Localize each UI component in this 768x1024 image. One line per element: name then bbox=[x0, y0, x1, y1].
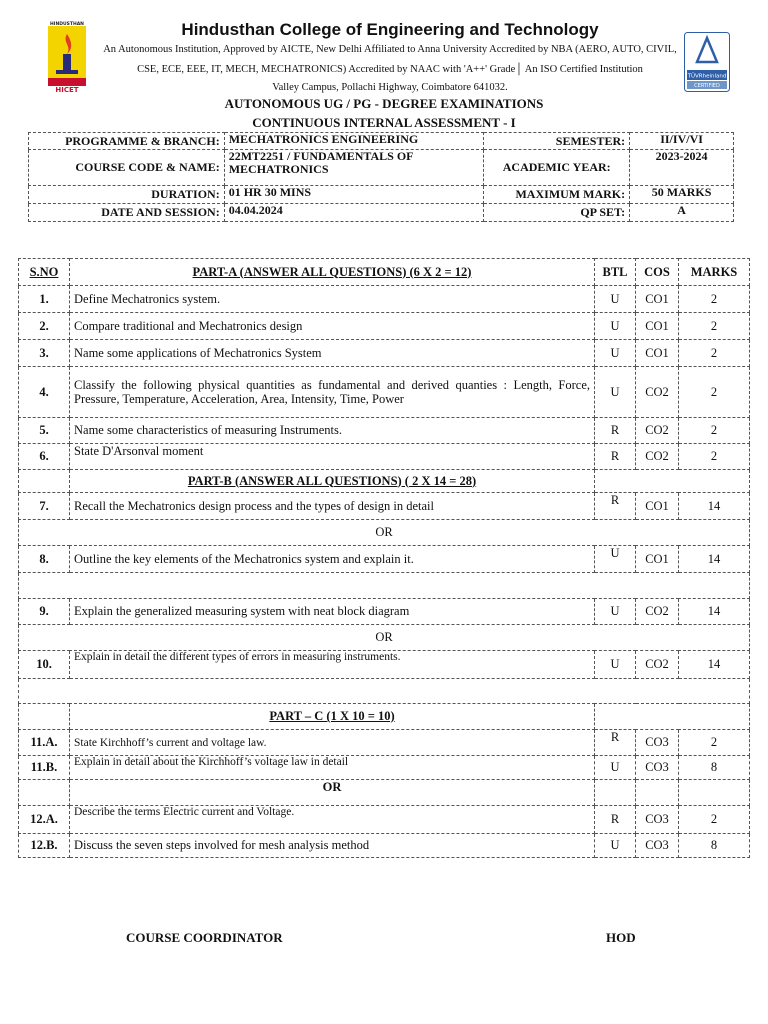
qp-set-label: QP SET: bbox=[484, 204, 630, 222]
programme-label: PROGRAMME & BRANCH: bbox=[29, 133, 225, 150]
svg-text:TÜVRheinland: TÜVRheinland bbox=[687, 73, 727, 80]
part-b-heading: PART-B (ANSWER ALL QUESTIONS) ( 2 X 14 = 28) bbox=[70, 470, 595, 493]
table-row: 9. Explain the generalized measuring system with neat block diagram U CO2 14 bbox=[19, 599, 750, 625]
semester-label: SEMESTER: bbox=[484, 133, 630, 150]
course-label: COURSE CODE & NAME: bbox=[29, 150, 225, 186]
or-row bbox=[19, 625, 750, 651]
table-row: 2. Compare traditional and Mechatronics design U CO1 2 bbox=[19, 313, 750, 340]
date-label: DATE AND SESSION: bbox=[29, 204, 225, 222]
question-text: Name some applications of Mechatronics System bbox=[70, 340, 595, 367]
questions-table bbox=[18, 258, 750, 858]
svg-text:HINDUSTHAN: HINDUSTHAN bbox=[50, 22, 84, 27]
question-text: Explain in detail the different types of errors in measuring instruments. bbox=[70, 651, 595, 679]
max-mark-value: 50 MARKS bbox=[630, 186, 734, 204]
table-row: 11.B. Explain in detail about the Kirchhoff’s voltage law in detail U CO3 8 bbox=[19, 756, 750, 780]
question-text: Name some characteristics of measuring Instruments. bbox=[70, 418, 595, 444]
qp-set-value: A bbox=[630, 204, 734, 222]
header-cos: COS bbox=[636, 259, 679, 286]
affiliation-line-1: An Autonomous Institution, Approved by AICTE, New Delhi Affiliated to Anna University Accredited by NBA (AERO, AUTO, CIVIL, bbox=[103, 44, 677, 55]
table-row: 4. Classify the following physical quantities as fundamental and derived quanties : Length, Force, Pressure, Temperature, Acceleration, Area, Intensity, Time, Power U CO2 2 bbox=[19, 367, 750, 418]
table-row: 12.A. Describe the terms Electric current and Voltage. R CO3 2 bbox=[19, 806, 750, 834]
academic-year-label: ACADEMIC YEAR: bbox=[484, 150, 630, 186]
course-value-line-2: MECHATRONICS bbox=[228, 162, 329, 176]
table-row: 7. Recall the Mechatronics design process and the types of design in detail R CO1 14 bbox=[19, 493, 750, 520]
college-name: Hindusthan College of Engineering and Technology bbox=[181, 20, 599, 39]
address-line: Valley Campus, Pollachi Highway, Coimbatore 641032. bbox=[272, 82, 508, 93]
table-row: 5. Name some characteristics of measuring Instruments. R CO2 2 bbox=[19, 418, 750, 444]
max-mark-label: MAXIMUM MARK: bbox=[484, 186, 630, 204]
course-coordinator-signature: COURSE COORDINATOR bbox=[126, 930, 283, 945]
exam-title: AUTONOMOUS UG / PG - DEGREE EXAMINATIONS bbox=[224, 96, 544, 111]
affiliation-line-2: CSE, ECE, EEE, IT, MECH, MECHATRONICS) Accredited by NAAC with 'A++' Grade│ An ISO Certified Institution bbox=[137, 64, 643, 75]
blank-row bbox=[19, 573, 750, 599]
academic-year-value: 2023-2024 bbox=[630, 150, 734, 186]
svg-text:CERTIFIED: CERTIFIED bbox=[694, 83, 720, 89]
course-value-line-1: 22MT2251 / FUNDAMENTALS OF bbox=[228, 149, 414, 163]
table-row: 3. Name some applications of Mechatronics System U CO1 2 bbox=[19, 340, 750, 367]
table-row: 6. State D'Arsonval moment R CO2 2 bbox=[19, 444, 750, 470]
duration-value: 01 HR 30 MINS bbox=[224, 186, 484, 204]
question-text: Discuss the seven steps involved for mesh analysis method bbox=[70, 834, 595, 858]
programme-value: MECHATRONICS ENGINEERING bbox=[224, 133, 484, 150]
blank-row bbox=[19, 679, 750, 704]
part-c-row bbox=[19, 704, 750, 730]
semester-value: II/IV/VI bbox=[630, 133, 734, 150]
header-btl: BTL bbox=[595, 259, 636, 286]
or-separator: OR bbox=[19, 625, 750, 651]
or-separator: OR bbox=[19, 520, 750, 546]
question-text: Outline the key elements of the Mechatronics system and explain it. bbox=[70, 546, 595, 573]
question-text: Describe the terms Electric current and Voltage. bbox=[70, 806, 595, 834]
or-separator: OR bbox=[70, 780, 595, 806]
question-text: Recall the Mechatronics design process and the types of design in detail bbox=[70, 493, 595, 520]
table-row: 10. Explain in detail the different types of errors in measuring instruments. U CO2 14 bbox=[19, 651, 750, 679]
part-a-heading: PART-A (ANSWER ALL QUESTIONS) (6 X 2 = 12) bbox=[70, 259, 595, 286]
question-text: State Kirchhoff’s current and voltage law. bbox=[70, 730, 595, 756]
table-row: 1. Define Mechatronics system. U CO1 2 bbox=[19, 286, 750, 313]
assessment-title: CONTINUOUS INTERNAL ASSESSMENT - I bbox=[252, 115, 516, 130]
or-row bbox=[19, 780, 750, 806]
question-text: Compare traditional and Mechatronics design bbox=[70, 313, 595, 340]
part-c-heading: PART – C (1 X 10 = 10) bbox=[70, 704, 595, 730]
date-value: 04.04.2024 bbox=[224, 204, 484, 222]
header-sno: S.NO bbox=[19, 259, 70, 286]
course-value bbox=[224, 150, 484, 186]
question-text: Explain the generalized measuring system with neat block diagram bbox=[70, 599, 595, 625]
part-b-row bbox=[19, 470, 750, 493]
hod-signature: HOD bbox=[606, 930, 636, 945]
question-text: State D'Arsonval moment bbox=[70, 444, 595, 470]
question-text: Explain in detail about the Kirchhoff’s voltage law in detail bbox=[70, 756, 595, 780]
or-row bbox=[19, 520, 750, 546]
header-marks: MARKS bbox=[679, 259, 750, 286]
question-text: Define Mechatronics system. bbox=[70, 286, 595, 313]
tuv-certified-badge bbox=[684, 32, 730, 92]
college-logo bbox=[44, 20, 90, 94]
logo-caption: HICET bbox=[55, 86, 79, 94]
duration-label: DURATION: bbox=[29, 186, 225, 204]
question-text: Classify the following physical quantities as fundamental and derived quanties : Length, Force, Pressure, Temperature, Acceleration, Area, Intensity, Time, Power bbox=[70, 367, 595, 418]
table-row: 8. Outline the key elements of the Mechatronics system and explain it. U CO1 14 bbox=[19, 546, 750, 573]
table-header-row bbox=[19, 259, 750, 286]
table-row: 12.B. Discuss the seven steps involved for mesh analysis method U CO3 8 bbox=[19, 834, 750, 858]
table-row: 11.A. State Kirchhoff’s current and voltage law. R CO3 2 bbox=[19, 730, 750, 756]
exam-info-table bbox=[28, 132, 734, 222]
